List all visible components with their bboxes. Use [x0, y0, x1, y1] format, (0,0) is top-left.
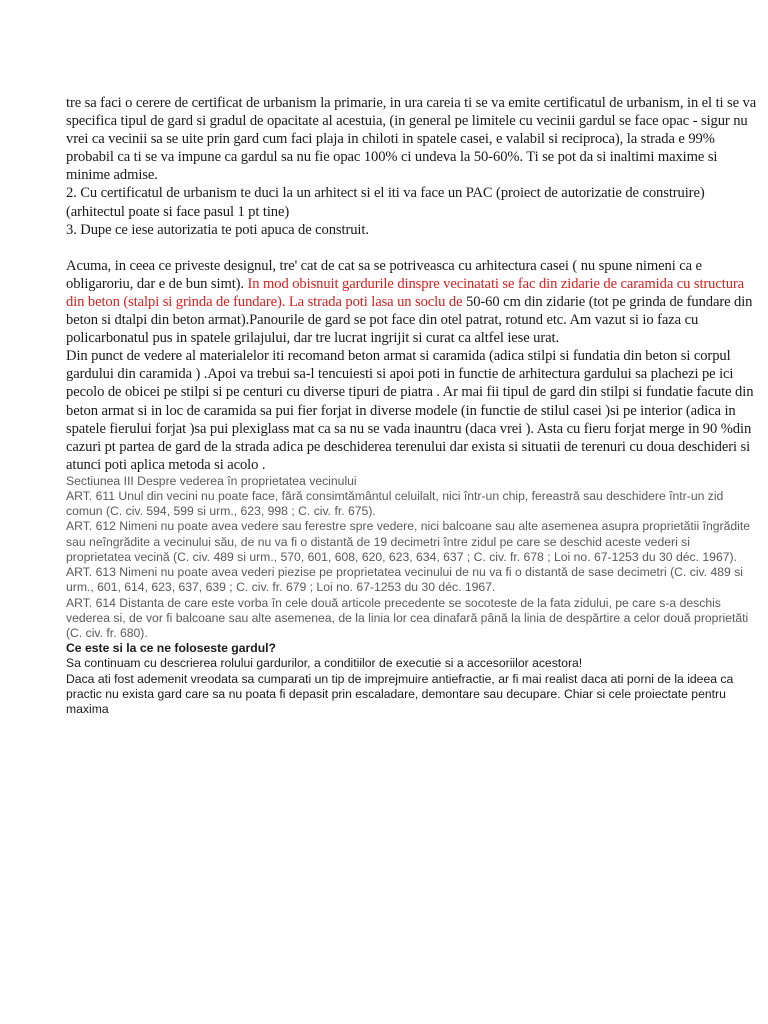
article-612: ART. 612 Nimeni nu poate avea vedere sau ferestre spre vedere, nici balcoane sau alte asemenea asupra proprietătii îngrădite sau neîngrădite a vecinului său, de nu va fi o distantă de 19 decimetri între zidul pe care se deschid aceste vederi si proprietatea vecină (C. civ. 489 si urm., 570, 601, 608, 620, 623, 634, 637 ; C. civ. fr. 678 ; Loi no. 67-1253 du 30 déc. 1967). [66, 519, 751, 564]
law-section [66, 474, 758, 641]
intro-paragraph-1: tre sa faci o cerere de certificat de urbanism la primarie, in ura careia ti se va emite certificatul de urbanism, in el ti se va specifica tipul de gard si gradul de opacitate al acestuia, (in general pe limitele cu vecinii gardul se face opac - sigur nu vrei ca vecinii sa se uite prin gard cum faci plaja in chiloti in spatele casei, e valabil si reciproca), la strada e 99% probabil ca ti se va impune ca gardul sa nu fie opac 100% ci undeva la 50-60%. Ti se pot da si inaltimi maxime si minime admise. [66, 95, 757, 184]
closing-section [66, 641, 758, 717]
article-614: ART. 614 Distanta de care este vorba în cele două articole precedente se socoteste de la fata zidului, pe care s-a deschis vederea si, de vor fi balcoane sau alte asemenea, de la linia lor cea dinafară până la linia de despărtire a celor două proprietăti (C. civ. fr. 680). [66, 595, 749, 640]
design-text-1: Acuma, in ceea ce priveste designul, tre' cat de cat sa se potriveasca cu arhitectura casei ( nu spune nimeni ca e obligaroriu, dar e de bun simt). [66, 257, 702, 292]
document-page [66, 94, 758, 717]
design-text-2: 50-60 cm din zidarie (tot pe grinda de fundare din beton si dtalpi din beton armat).Panourile de gard se pot face din otel patrat, rotund etc. Am vazut si io faza cu policarbonatul pus in spatele grilajului, dar tre lucrat ingrijit si curat ca altfel iese urat. [66, 293, 753, 347]
closing-heading: Ce este si la ce ne foloseste gardul? [66, 641, 276, 656]
article-611: ART. 611 Unul din vecini nu poate face, fără consimtământul celuilalt, nici într-un chip, fereastră sau deschidere într-un zid comun (C. civ. 594, 599 si urm., 623, 998 ; C. civ. fr. 675). [66, 489, 724, 519]
intro-paragraph-2: 2. Cu certificatul de urbanism te duci la un arhitect si el iti va face un PAC (proiect de autorizatie de construire) (arhitectul poate si face pasul 1 pt tine) [66, 185, 705, 220]
design-paragraph [66, 257, 758, 347]
materials-paragraph: Din punct de vedere al materialelor iti recomand beton armat si caramida (adica stilpi si fundatia din beton si corpul gardului din caramida ) .Apoi va trebui sa-l tencuiesti si apoi poti in functie de arhitectura gardului sa plachezi pe ici pecolo de obicei pe stilpi si pe centuri cu diverse tipuri de piatra . Ar mai fii tipul de gard din stilpi si fundatie facute din beton armat si in loc de caramida sa pui fier forjat in diverse modele (in functie de stilul casei )si pe interior (adica in spatele fierului forjat )sa pui plexiglass mat ca sa nu se vada inauntru (daca vrei ). Asta cu fieru forjat merge in 90 %din cazuri pt partea de gard de la strada adica pe deschiderea terenului dar exista si situatii de terenuri cu doua deschideri si atunci poti aplica metoda si acolo . [66, 348, 754, 473]
section-title: Sectiunea III Despre vederea în proprietatea vecinului [66, 473, 357, 488]
design-highlight-red: In mod obisnuit gardurile dinspre vecinatati se fac din zidarie de caramida cu structura din beton (stalpi si grinda de fundare). La strada poti lasa un soclu de [66, 275, 745, 310]
intro-block [66, 94, 758, 474]
closing-paragraph-2: Daca ati fost ademenit vreodata sa cumparati un tip de imprejmuire antiefractie, ar fi mai realist daca ati porni de la ideea ca practic nu exista gard care sa nu poata fi depasit prin escaladare, demontare sau decupare. Chiar si cele proiectate pentru maxima [66, 671, 734, 716]
intro-paragraph-3: 3. Dupe ce iese autorizatia te poti apuca de construit. [66, 221, 369, 238]
article-613: ART. 613 Nimeni nu poate avea vederi piezise pe proprietatea vecinului de nu va fi o distantă de sase decimetri (C. civ. 489 si urm., 601, 614, 623, 637, 639 ; C. civ. fr. 679 ; Loi no. 67-1253 du 30 déc. 1967. [66, 565, 744, 595]
paragraph-gap [66, 239, 758, 257]
closing-paragraph-1: Sa continuam cu descrierea rolului gardurilor, a conditiilor de executie si a accesoriilor acestora! [66, 656, 583, 671]
